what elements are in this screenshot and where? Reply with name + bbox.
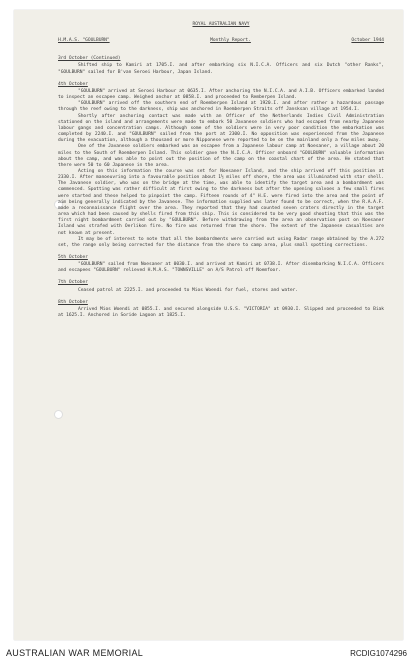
section-paragraph: It may be of interest to note that all the bombardments were carried out using Radar range obtained by the A.272 set, the range only being corrected for the distance from the shore to camp area, plus small spotting corrections. xyxy=(58,236,384,248)
section-paragraph: "GOULBURN" arrived at Seroei Harbour at 0635.I. After anchoring the N.I.C.A. and A.I.B. Officers embarked landed to inspect an escapee camp. Weighed anchor at 0858.I. and proceeded to Remberpen Island. xyxy=(58,88,384,101)
section-paragraph: Arrived Mios Woendi at 0855.I. and secured alongside U.S.S. "VICTORIA" at 0930.I. Slipped and proceeded to Biak at 1625.I. Anchored in Soride Lagoon at 1825.I. xyxy=(58,306,384,319)
report-period: October 1944 xyxy=(351,38,384,44)
section-paragraph: One of the Javanese soldiers embarked was an escapee from a Japanese labour camp at Noesaner, a village about 20 miles to the South of Roemberpen Island. This soldier gave the N.I.C.A. Officer onboard "GOULBURN" valuable information about the camp, and was able to point out the position of the camp on the coastal chart of the area. He stated that there were 50 to 60 Japanese in the area. xyxy=(58,144,384,168)
ship-name: H.M.A.S. "GOULBURN" xyxy=(58,38,110,44)
report-title: Monthly Report. xyxy=(210,38,251,44)
section-paragraph: Ceased patrol at 2225.I. and proceeded to Mios Woendi for fuel, stores and water. xyxy=(78,287,298,293)
section-paragraph: Shifted ship to Kamiri at 1705.I. and after embarking six N.I.C.A. Officers and six Dutch "other Ranks", "GOULBURN" sailed for B'van Seroei Harbour, Japan Island. xyxy=(58,63,384,75)
section-heading: 4th October xyxy=(58,81,88,87)
section-paragraph: "GOULBURN" sailed from Noesaner at 0030.I. and arrived at Kamiri at 0738.I. After disembarking N.I.C.A. Officers and escapees "GOULBURN" relieved H.M.A.S. "TOWNSVILLE" on A/S Patrol off Noemfoor. xyxy=(58,262,384,274)
section-heading: 5th October xyxy=(58,255,88,260)
document-org: ROYAL AUSTRALIAN NAVY xyxy=(192,22,250,27)
memorial-label: AUSTRALIAN WAR MEMORIAL xyxy=(6,648,144,658)
section-paragraph: Shortly after anchoring contact was made with an Officer of the Netherlands Indies Civil Administration stationed on the island and arrangements were made to embark 50 Javanese soldiers who had escaped from nearby Japanese labour gangs and concentration camps. Although some of the soldiers were in very poor condition the embarkation was completed by 2240.I. and "GOULBURN" sailed from the port at 2300.I. No opposition was experienced from the Japanese during the evacuation, although a thousand or more Nipponese were reported to be on the mainland only a few miles away. xyxy=(58,113,384,144)
report-section xyxy=(58,56,384,75)
section-heading: 3rd October (Continued) xyxy=(58,56,121,62)
report-sections xyxy=(58,56,384,319)
document-body xyxy=(58,22,384,325)
punch-hole xyxy=(54,410,63,419)
section-paragraph: "GOULBURN" arrived off the southern end of Roemberpen Island at 1920.I. and after rather a hazardous passage through the reef owing to the darkness, ship was anchored in Roemberpen Straits off Jansksan village at 1954.I. xyxy=(58,101,384,113)
report-section xyxy=(58,82,384,249)
section-heading: 8th October xyxy=(58,299,88,305)
report-section xyxy=(58,255,384,274)
section-paragraph: Acting on this information the course was set for Noesaner Island, and the ship arrived off this position at 2330.I. After manoeuvring into a favourable position about 1½ miles off shore, the area was illuminated with star shell. The Javanese soldier, who was on the bridge at the time, was able to identify the target area and a bombardment was commenced. Spotting was rather difficult at first owing to the darkness but after the opening salvoes a few small fires were started and these helped to pinpoint the camp. Fifteen rounds of 4" H.E. were fired into the area and the point of aim being generally indicated by the Javanese. The information supplied was later found to be correct, when the R.A.A.F. made a reconnaissance flight over the area. They reported that they had counted seven craters directly in the target area which had been caused by shells fired from this ship. This is considered to be very good shooting that this was the first night bombardment carried out by "GOULBURN". Before withdrawing from the area an observation post on Noesaner Island was strafed with Oerlikon fire. No fire was returned from the shore. The extent of the Japanese casualties are not known at present. xyxy=(58,168,384,236)
record-id: RCDIG1074296 xyxy=(350,649,407,658)
report-section xyxy=(58,300,384,319)
section-heading: 7th October xyxy=(58,280,88,286)
report-section xyxy=(58,280,384,293)
document-header xyxy=(58,38,384,44)
footer-bar xyxy=(0,643,415,666)
